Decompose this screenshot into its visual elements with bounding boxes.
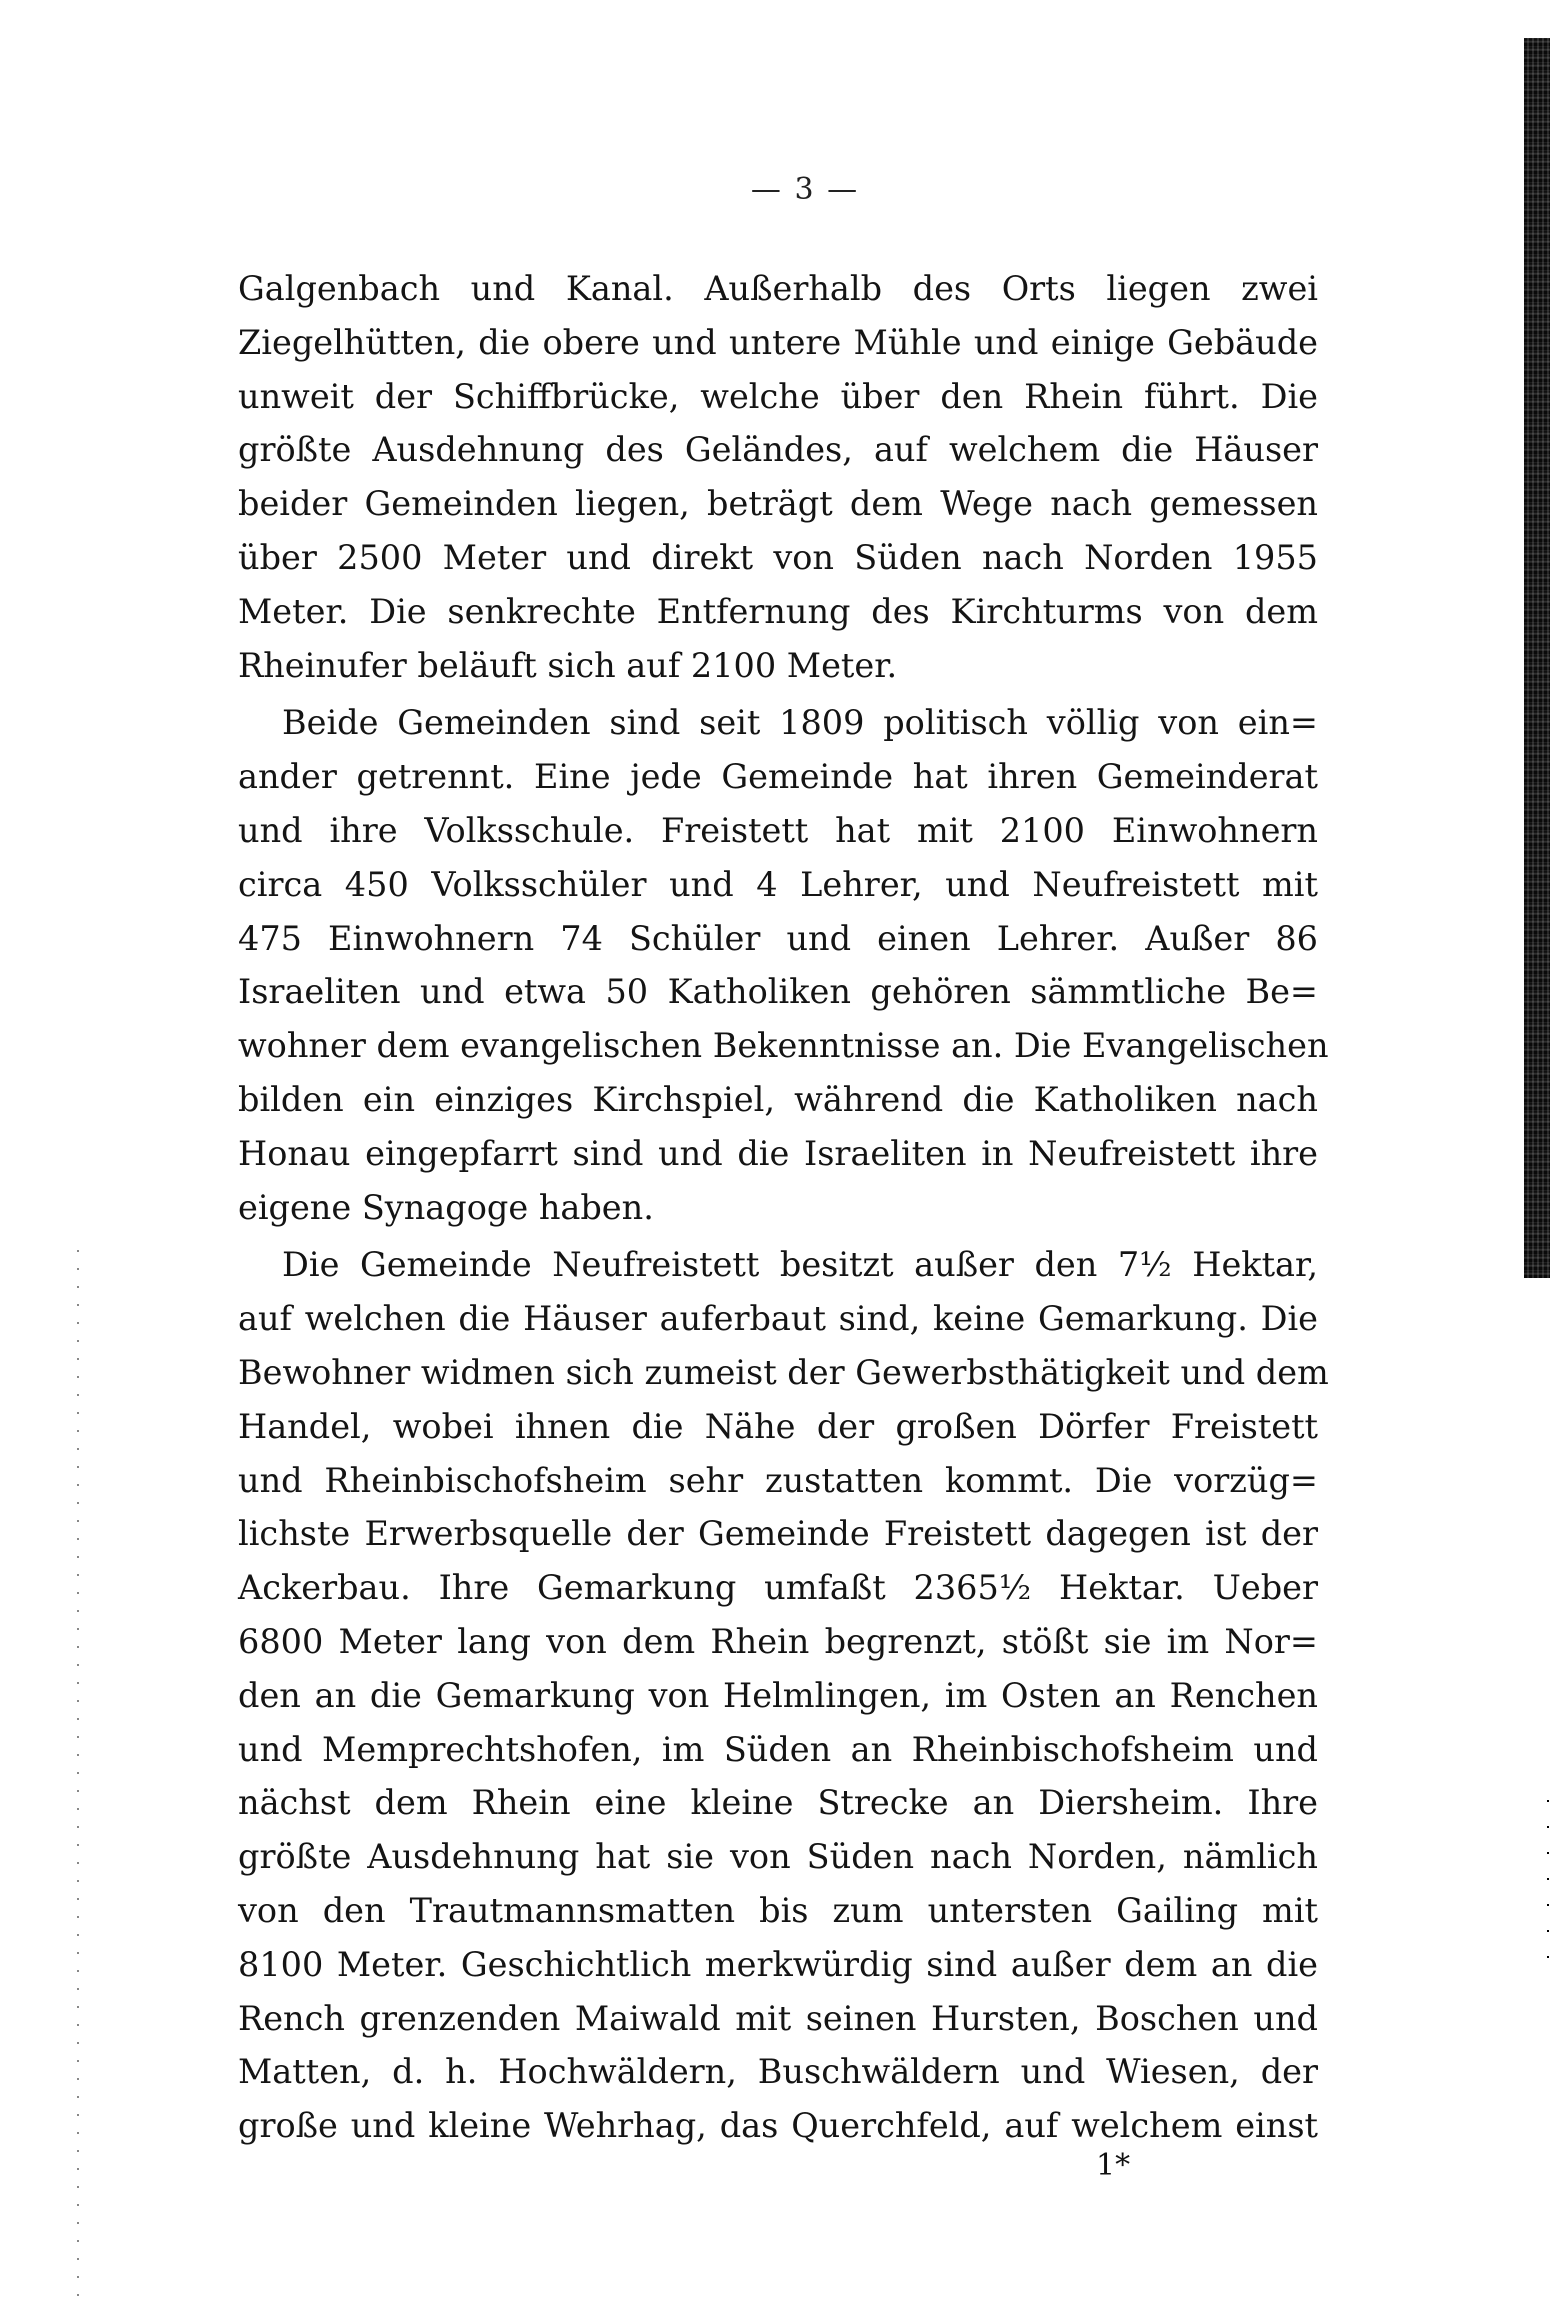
text-line: Israeliten und etwa 50 Katholiken gehören sämmtliche Be= — [238, 972, 1318, 1012]
text-line: lichste Erwerbsquelle der Gemeinde Freistett dagegen ist der — [238, 1514, 1318, 1554]
text-line: auf welchen die Häuser auferbaut sind, keine Gemarkung. Die — [238, 1299, 1318, 1339]
page-number-text: — 3 — — [750, 172, 860, 207]
text-line: den an die Gemarkung von Helmlingen, im Osten an Renchen — [238, 1675, 1318, 1715]
body-text — [238, 262, 1329, 2153]
text-line: Beide Gemeinden sind seit 1809 politisch völlig von ein= — [282, 703, 1318, 743]
text-line: beider Gemeinden liegen, beträgt dem Wege nach gemessen — [238, 484, 1318, 524]
text-line: größte Ausdehnung hat sie von Süden nach Norden, nämlich — [238, 1837, 1318, 1877]
text-line: ander getrennt. Eine jede Gemeinde hat ihren Gemeinderat — [238, 757, 1318, 797]
text-line: Ackerbau. Ihre Gemarkung umfaßt 2365½ Hektar. Ueber — [238, 1568, 1318, 1608]
text-line: von den Trautmannsmatten bis zum untersten Gailing mit — [238, 1890, 1318, 1930]
text-line: Meter. Die senkrechte Entfernung des Kirchturms von dem — [238, 591, 1318, 631]
text-line: 6800 Meter lang von dem Rhein begrenzt, stößt sie im Nor= — [238, 1621, 1318, 1661]
text-line: und Rheinbischofsheim sehr zustatten kommt. Die vorzüg= — [238, 1460, 1318, 1500]
text-line: Honau eingepfarrt sind und die Israeliten in Neufreistett ihre — [238, 1133, 1318, 1173]
text-line: Die Gemeinde Neufreistett besitzt außer den 7½ Hektar, — [282, 1245, 1318, 1285]
text-line: circa 450 Volksschüler und 4 Lehrer, und Neufreistett mit — [238, 864, 1318, 904]
text-line: Bewohner widmen sich zumeist der Gewerbsthätigkeit und dem — [238, 1352, 1329, 1392]
signature-mark: 1* — [1096, 2148, 1131, 2183]
paragraph-1 — [238, 262, 1318, 692]
text-line: bilden ein einziges Kirchspiel, während die Katholiken nach — [238, 1079, 1318, 1119]
text-line: Ziegelhütten, die obere und untere Mühle und einige Gebäude — [238, 322, 1318, 362]
scanner-edge-strip — [1524, 38, 1550, 1278]
text-line: Handel, wobei ihnen die Nähe der großen Dörfer Freistett — [238, 1406, 1318, 1446]
text-line: 475 Einwohnern 74 Schüler und einen Lehrer. Außer 86 — [238, 918, 1318, 958]
text-line: nächst dem Rhein eine kleine Strecke an Diersheim. Ihre — [238, 1783, 1318, 1823]
text-line: größte Ausdehnung des Geländes, auf welchem die Häuser — [238, 430, 1318, 470]
text-line: 8100 Meter. Geschichtlich merkwürdig sind außer dem an die — [238, 1944, 1318, 1984]
paragraph-3 — [238, 1238, 1329, 2153]
scanner-edge-specks — [1547, 1800, 1549, 1960]
text-line: Rheinufer beläuft sich auf 2100 Meter. — [238, 645, 898, 685]
text-line: Matten, d. h. Hochwäldern, Buschwäldern und Wiesen, der — [238, 2052, 1318, 2092]
text-line: eigene Synagoge haben. — [238, 1187, 654, 1227]
text-line: Galgenbach und Kanal. Außerhalb des Orts liegen zwei — [238, 269, 1318, 308]
gutter-dotted-line — [77, 1250, 79, 2300]
text-line: und ihre Volksschule. Freistett hat mit 2100 Einwohnern — [238, 810, 1318, 850]
text-line: unweit der Schiffbrücke, welche über den Rhein führt. Die — [238, 376, 1318, 416]
text-line: große und kleine Wehrhag, das Querchfeld, auf welchem einst — [238, 2106, 1318, 2146]
text-line: Rench grenzenden Maiwald mit seinen Hursten, Boschen und — [238, 1998, 1318, 2038]
text-line: über 2500 Meter und direkt von Süden nach Norden 1955 — [238, 537, 1318, 577]
text-line: wohner dem evangelischen Bekenntnisse an. Die Evangelischen — [238, 1026, 1329, 1066]
text-line: und Memprechtshofen, im Süden an Rheinbischofsheim und — [238, 1729, 1318, 1769]
paragraph-2 — [238, 696, 1329, 1234]
page-number — [0, 172, 1550, 207]
